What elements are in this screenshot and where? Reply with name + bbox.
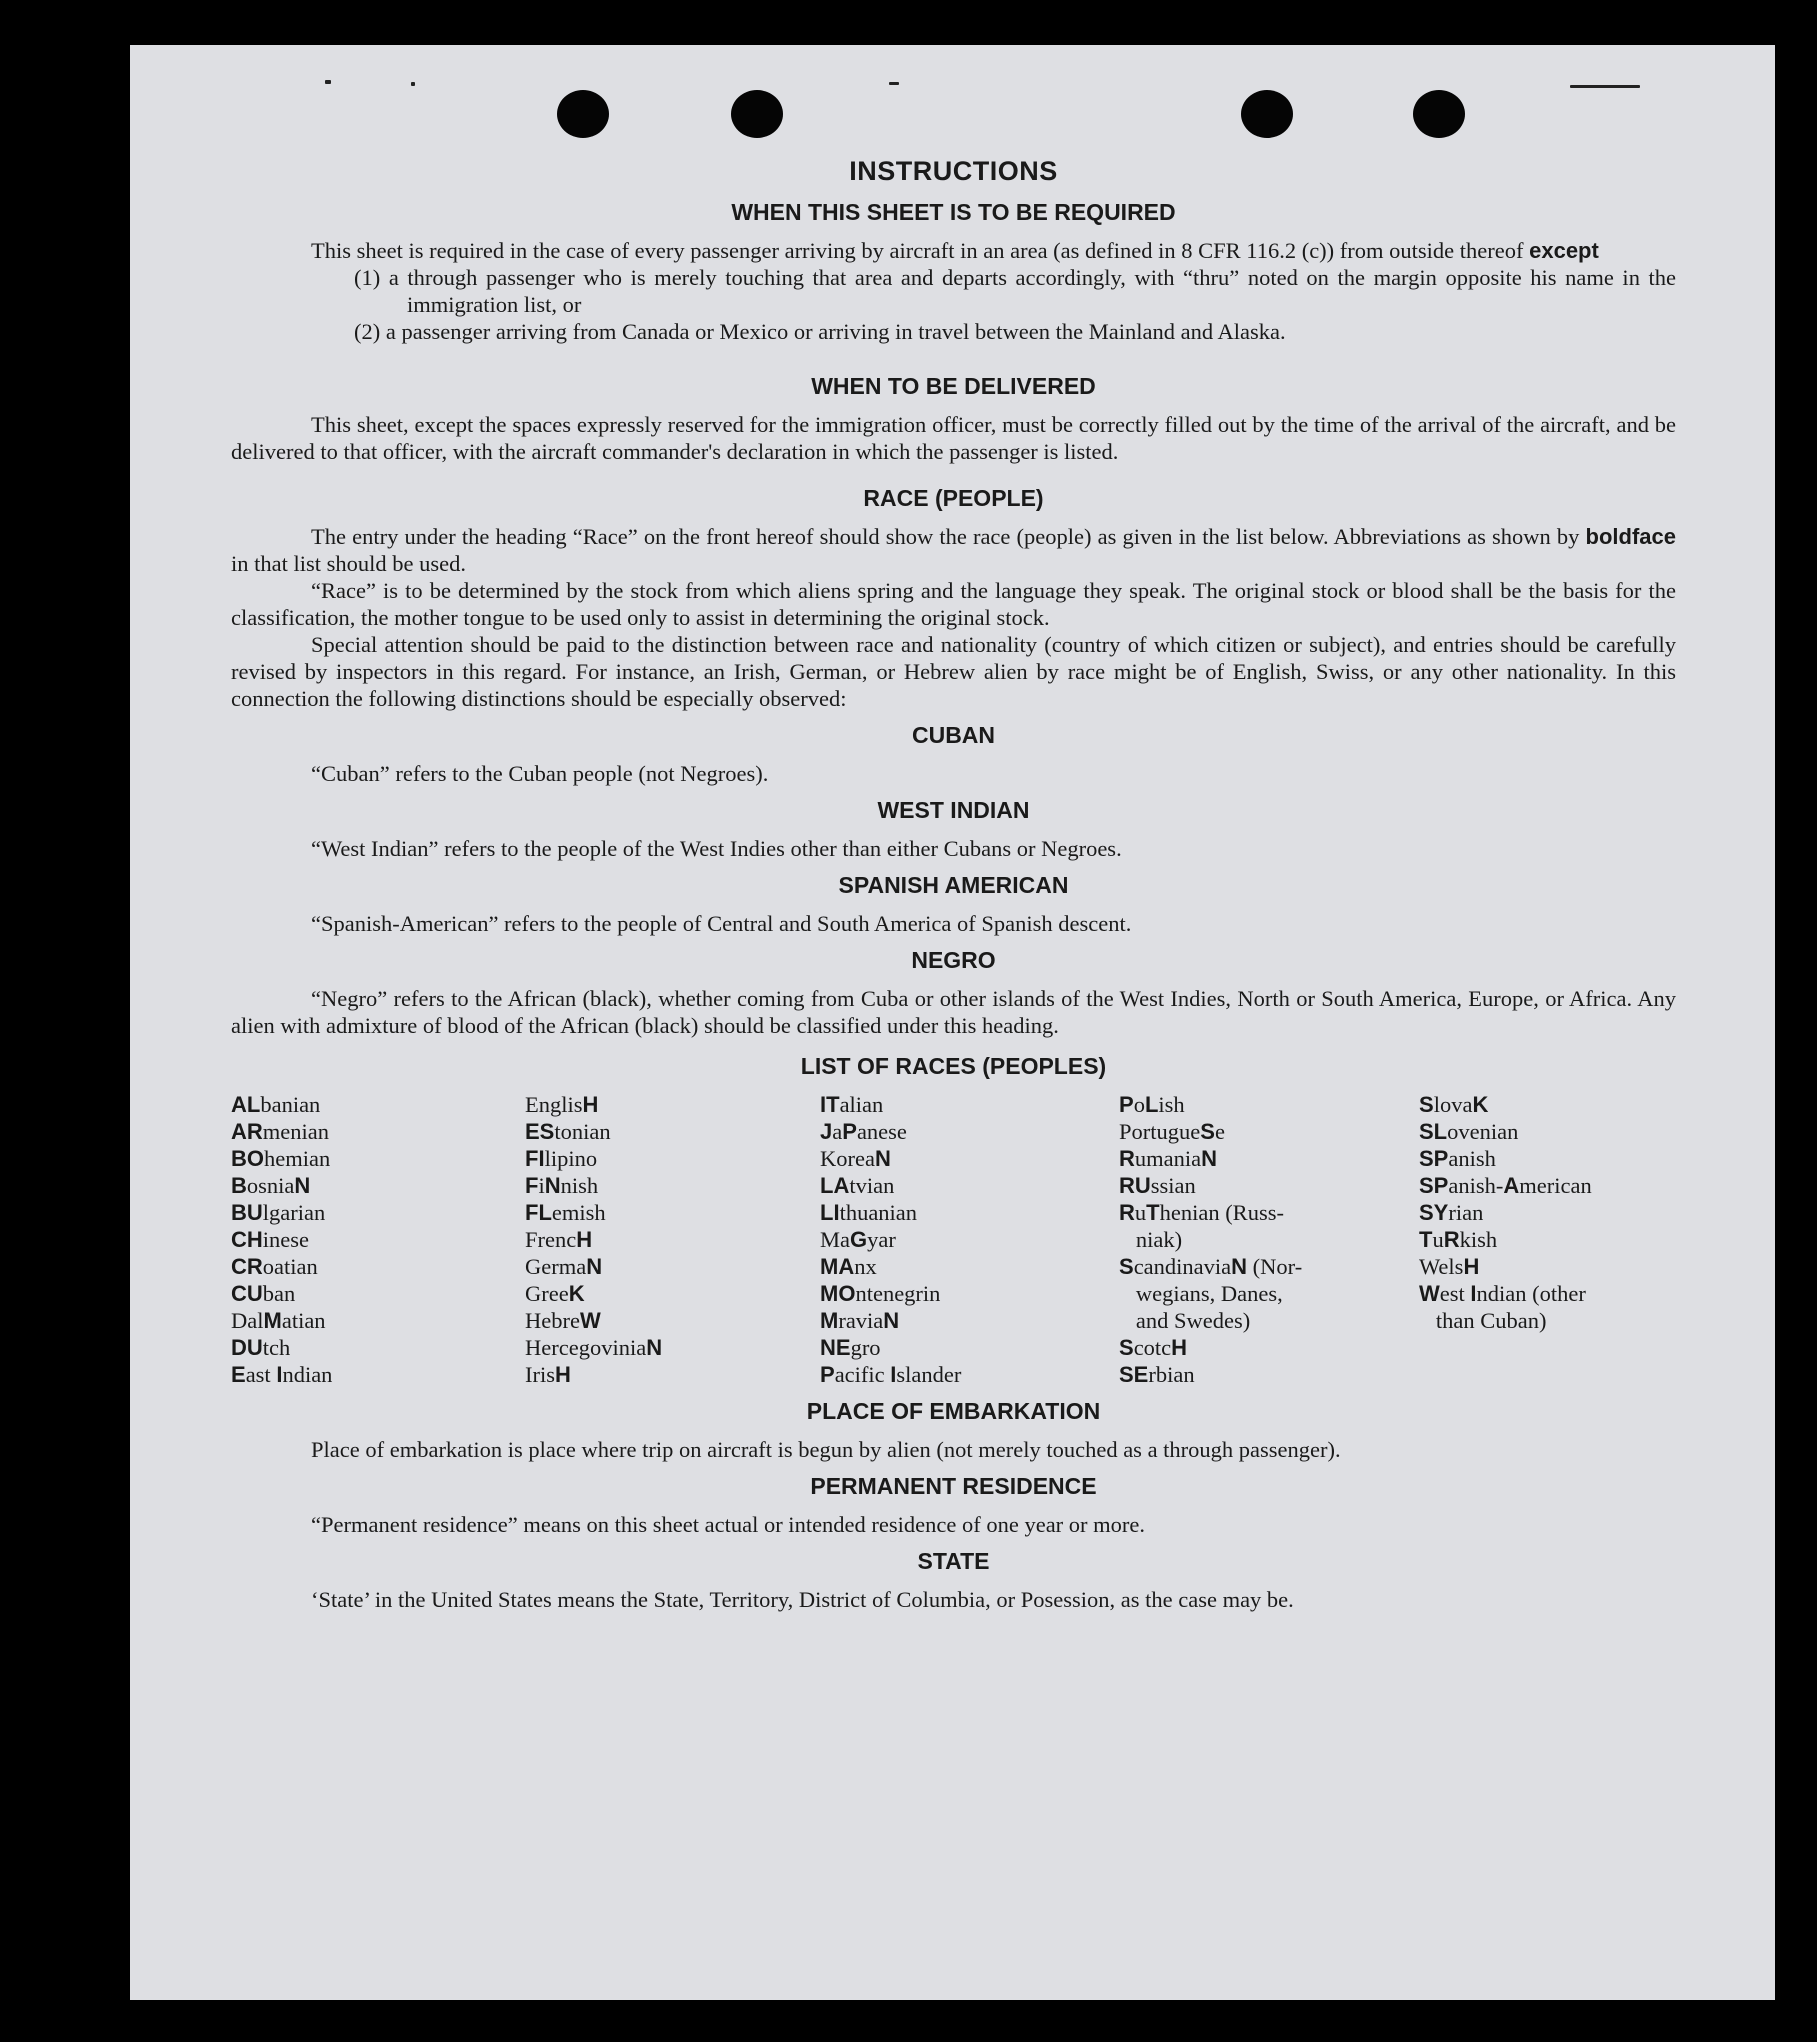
required-intro: This sheet is required in the case of every passenger arriving by aircraft in an area (as defined in 8 CFR 116.2 (c)) from outside thereof except bbox=[311, 238, 1599, 263]
race-column bbox=[231, 1091, 525, 1388]
race-paragraph: “Race” is to be determined by the stock from which aliens spring and the language they speak. The original stock or blood shall be the basis for the classification, the mother tongue to be used only to assist in determining the original stock. bbox=[231, 578, 1676, 630]
race-entry: niak) bbox=[1119, 1227, 1183, 1252]
cuban-text: “Cuban” refers to the Cuban people (not Negroes). bbox=[311, 761, 769, 786]
race-entry: Pacific Islander bbox=[820, 1362, 962, 1387]
west-indian-text: “West Indian” refers to the people of the West Indies other than either Cubans or Negroes. bbox=[311, 836, 1122, 861]
race-entry: KoreaN bbox=[820, 1146, 891, 1171]
race-column bbox=[1419, 1091, 1676, 1388]
negro-heading: NEGRO bbox=[911, 947, 996, 973]
race-entry: NEgro bbox=[820, 1335, 881, 1360]
embarkation-text: Place of embarkation is place where trip on aircraft is begun by alien (not merely touched as a through passenger). bbox=[311, 1437, 1341, 1462]
race-entry: JaPanese bbox=[820, 1119, 907, 1144]
race-entry: LIthuanian bbox=[820, 1200, 918, 1225]
race-entry: BosniaN bbox=[231, 1173, 311, 1198]
speck bbox=[889, 82, 899, 85]
race-entry: wegians, Danes, bbox=[1119, 1281, 1283, 1306]
race-entry: HercegoviniaN bbox=[525, 1335, 663, 1360]
race-column bbox=[820, 1091, 1119, 1388]
race-entry: FIlipino bbox=[525, 1146, 598, 1171]
race-entry: IrisH bbox=[525, 1362, 571, 1387]
speck bbox=[1570, 85, 1640, 88]
race-entry: GermaN bbox=[525, 1254, 603, 1279]
race-list-heading: LIST OF RACES (PEOPLES) bbox=[800, 1053, 1107, 1079]
race-entry: CUban bbox=[231, 1281, 296, 1306]
race-entry: FiNnish bbox=[525, 1173, 599, 1198]
punch-hole bbox=[1413, 90, 1465, 138]
race-entry: EnglisH bbox=[525, 1092, 599, 1117]
delivered-text: This sheet, except the spaces expressly reserved for the immigration officer, must be correctly filled out by the time of the arrival of the aircraft, and be delivered to that officer, with the aircraft commander's declaration in which the passenger is listed. bbox=[231, 412, 1676, 464]
race-list bbox=[231, 1091, 1676, 1388]
punch-hole bbox=[557, 90, 609, 138]
race-entry: DalMatian bbox=[231, 1308, 326, 1333]
race-entry: West Indian (other bbox=[1419, 1281, 1586, 1306]
race-entry: East Indian bbox=[231, 1362, 333, 1387]
race-entry: HebreW bbox=[525, 1308, 601, 1333]
race-column bbox=[1119, 1091, 1419, 1388]
race-entry: PortugueSe bbox=[1119, 1119, 1225, 1144]
race-entry: FrencH bbox=[525, 1227, 593, 1252]
required-item: (2) a passenger arriving from Canada or Mexico or arriving in travel between the Mainland and Alaska. bbox=[354, 319, 1286, 344]
residence-text: “Permanent residence” means on this sheet actual or intended residence of one year or more. bbox=[311, 1512, 1146, 1537]
race-paragraph: Special attention should be paid to the distinction between race and nationality (country of which citizen or subject), and entries should be carefully revised by inspectors in this regard. For instance, an Irish, German, or Hebrew alien by race might be of English, Swiss, or any other nationality. In this connection the following distinctions should be especially observed: bbox=[231, 632, 1676, 711]
punch-hole bbox=[731, 90, 783, 138]
race-entry: BOhemian bbox=[231, 1146, 331, 1171]
race-entry: than Cuban) bbox=[1419, 1308, 1547, 1333]
race-entry: PoLish bbox=[1119, 1092, 1185, 1117]
embarkation-heading: PLACE OF EMBARKATION bbox=[806, 1398, 1101, 1424]
race-entry: MOntenegrin bbox=[820, 1281, 941, 1306]
race-entry: RuThenian (Russ- bbox=[1119, 1200, 1284, 1225]
race-column bbox=[525, 1091, 820, 1388]
speck bbox=[411, 82, 415, 86]
race-entry: SPanish bbox=[1419, 1146, 1496, 1171]
state-heading: STATE bbox=[917, 1548, 990, 1574]
race-entry: MaGyar bbox=[820, 1227, 896, 1252]
race-entry: MraviaN bbox=[820, 1308, 900, 1333]
punch-hole bbox=[1241, 90, 1293, 138]
race-entry: ScotcH bbox=[1119, 1335, 1188, 1360]
race-entry: SPanish-American bbox=[1419, 1173, 1592, 1198]
negro-text: “Negro” refers to the African (black), whether coming from Cuba or other islands of the West Indies, North or South America, Europe, or Africa. Any alien with admixture of blood of the African (black) should be classified under this heading. bbox=[231, 986, 1676, 1038]
race-entry: SErbian bbox=[1119, 1362, 1195, 1387]
residence-heading: PERMANENT RESIDENCE bbox=[810, 1473, 1097, 1499]
required-item: (1) a through passenger who is merely touching that area and departs accordingly, with “thru” noted on the margin opposite his name in the immigration list, or bbox=[354, 265, 1677, 317]
spanish-american-heading: SPANISH AMERICAN bbox=[838, 872, 1069, 898]
race-entry: SLovenian bbox=[1419, 1119, 1519, 1144]
race-entry: SlovaK bbox=[1419, 1092, 1489, 1117]
race-entry: GreeK bbox=[525, 1281, 585, 1306]
race-entry: ScandinaviaN (Nor- bbox=[1119, 1254, 1303, 1279]
race-entry: SYrian bbox=[1419, 1200, 1484, 1225]
race-heading: RACE (PEOPLE) bbox=[863, 485, 1044, 511]
race-entry: RUssian bbox=[1119, 1173, 1196, 1198]
race-entry: FLemish bbox=[525, 1200, 606, 1225]
race-entry: and Swedes) bbox=[1119, 1308, 1251, 1333]
page-title: INSTRUCTIONS bbox=[849, 156, 1058, 186]
race-entry: CHinese bbox=[231, 1227, 310, 1252]
race-entry: ITalian bbox=[820, 1092, 884, 1117]
race-entry: ALbanian bbox=[231, 1092, 321, 1117]
race-entry: DUtch bbox=[231, 1335, 291, 1360]
race-entry: RumaniaN bbox=[1119, 1146, 1218, 1171]
race-entry: TuRkish bbox=[1419, 1227, 1498, 1252]
race-entry: ARmenian bbox=[231, 1119, 330, 1144]
speck bbox=[325, 80, 331, 84]
delivered-heading: WHEN TO BE DELIVERED bbox=[811, 373, 1096, 399]
required-heading: WHEN THIS SHEET IS TO BE REQUIRED bbox=[731, 199, 1176, 225]
race-entry: CRoatian bbox=[231, 1254, 318, 1279]
instructions-text bbox=[231, 153, 1676, 1613]
cuban-heading: CUBAN bbox=[911, 722, 996, 748]
race-entry: EStonian bbox=[525, 1119, 611, 1144]
west-indian-heading: WEST INDIAN bbox=[877, 797, 1030, 823]
spanish-american-text: “Spanish-American” refers to the people of Central and South America of Spanish descent. bbox=[311, 911, 1132, 936]
race-entry: WelsH bbox=[1419, 1254, 1480, 1279]
race-entry: BUlgarian bbox=[231, 1200, 326, 1225]
state-text: ‘State’ in the United States means the State, Territory, District of Columbia, or Posession, as the case may be. bbox=[311, 1587, 1294, 1612]
race-entry: MAnx bbox=[820, 1254, 877, 1279]
document-sheet bbox=[130, 45, 1775, 2000]
race-entry: LAtvian bbox=[820, 1173, 895, 1198]
race-paragraph: The entry under the heading “Race” on the front hereof should show the race (people) as given in the list below. Abbreviations as shown by boldface in that list should be used. bbox=[231, 524, 1676, 576]
